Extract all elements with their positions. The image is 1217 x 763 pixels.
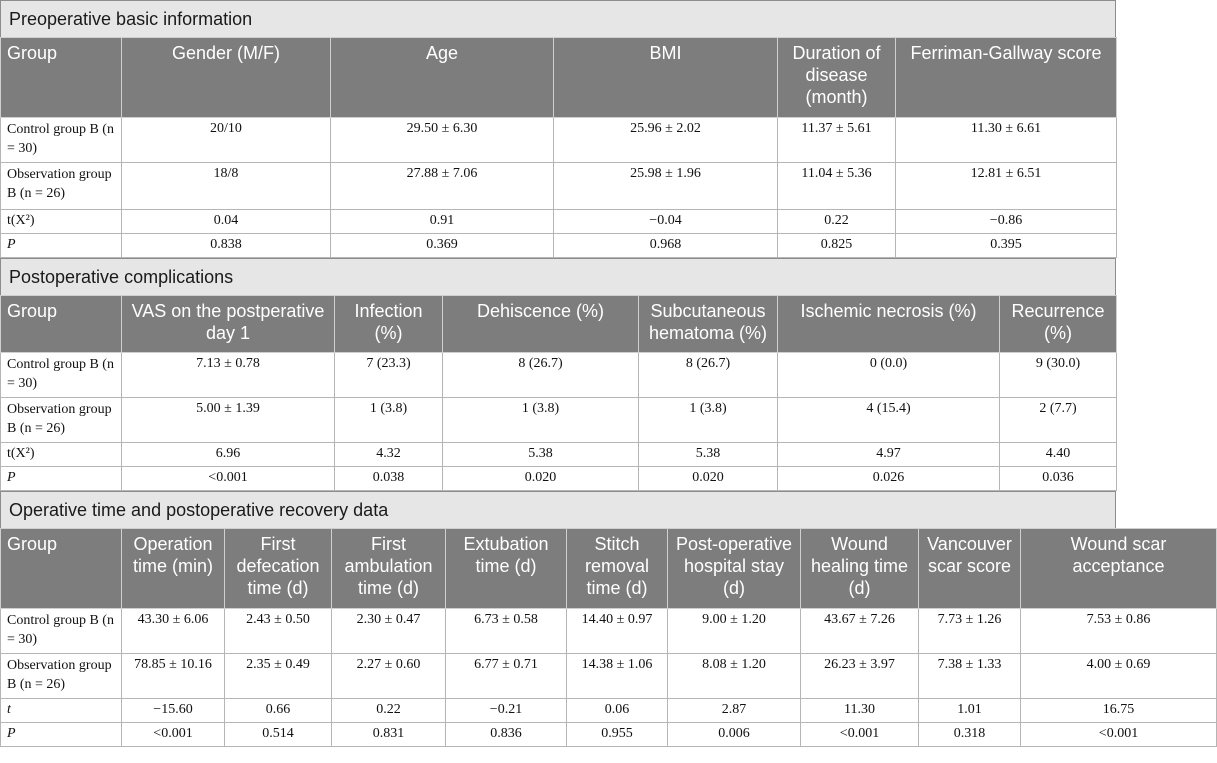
column-header: Stitch removal time (d)	[567, 529, 668, 609]
column-header: Wound scar acceptance	[1021, 529, 1217, 609]
table-cell: 4.32	[335, 443, 443, 467]
table-cell: 6.73 ± 0.58	[446, 609, 567, 654]
table-cell: 8.08 ± 1.20	[668, 654, 801, 699]
table-cell: 4.40	[1000, 443, 1117, 467]
table-cell: 0.514	[225, 723, 332, 747]
table-cell: 5.00 ± 1.39	[122, 398, 335, 443]
group-cell: Control group B (n = 30)	[1, 609, 122, 654]
group-cell: Observation group B (n = 26)	[1, 163, 122, 210]
recovery-table	[0, 528, 1217, 747]
table-cell: 0.04	[122, 210, 331, 234]
column-header: Wound healing time (d)	[801, 529, 919, 609]
table-row	[1, 163, 1117, 210]
table-cell: 0.838	[122, 234, 331, 258]
column-header: Vancouver scar score	[919, 529, 1021, 609]
table-cell: 2 (7.7)	[1000, 398, 1117, 443]
group-cell: Control group B (n = 30)	[1, 118, 122, 163]
column-header: Subcutaneous hematoma (%)	[639, 296, 778, 353]
table-cell: 0.020	[639, 467, 778, 491]
table-cell: 2.35 ± 0.49	[225, 654, 332, 699]
table-cell: 16.75	[1021, 699, 1217, 723]
section-preoperative	[0, 0, 1116, 258]
table-row	[1, 699, 1217, 723]
table-cell: 11.30 ± 6.61	[896, 118, 1117, 163]
table-row	[1, 353, 1117, 398]
table-cell: 78.85 ± 10.16	[122, 654, 225, 699]
table-cell: 43.67 ± 7.26	[801, 609, 919, 654]
table-cell: 0.395	[896, 234, 1117, 258]
preoperative-table	[0, 37, 1117, 258]
group-cell: t(X²)	[1, 443, 122, 467]
table-cell: 26.23 ± 3.97	[801, 654, 919, 699]
column-header: Recurrence (%)	[1000, 296, 1117, 353]
table-cell: 8 (26.7)	[639, 353, 778, 398]
header-row	[1, 529, 1217, 609]
table-cell: <0.001	[122, 723, 225, 747]
table-cell: 7 (23.3)	[335, 353, 443, 398]
table-cell: 11.30	[801, 699, 919, 723]
group-cell: t	[1, 699, 122, 723]
table-cell: 0 (0.0)	[778, 353, 1000, 398]
table-cell: 0.318	[919, 723, 1021, 747]
table-cell: 0.836	[446, 723, 567, 747]
table-cell: 7.53 ± 0.86	[1021, 609, 1217, 654]
table-cell: 4.97	[778, 443, 1000, 467]
table-cell: 14.38 ± 1.06	[567, 654, 668, 699]
table-cell: 2.30 ± 0.47	[332, 609, 446, 654]
column-header: Ferriman-Gallway score	[896, 38, 1117, 118]
table-cell: 12.81 ± 6.51	[896, 163, 1117, 210]
table-cell: 5.38	[443, 443, 639, 467]
header-row	[1, 38, 1117, 118]
table-cell: 25.96 ± 2.02	[554, 118, 778, 163]
table-cell: 4 (15.4)	[778, 398, 1000, 443]
section-title: Preoperative basic information	[0, 0, 1116, 37]
column-header: Group	[1, 296, 122, 353]
table-row	[1, 118, 1117, 163]
table-row	[1, 723, 1217, 747]
table-cell: 1 (3.8)	[443, 398, 639, 443]
section-complications	[0, 258, 1116, 491]
table-cell: 8 (26.7)	[443, 353, 639, 398]
table-cell: 1.01	[919, 699, 1021, 723]
table-cell: 0.22	[778, 210, 896, 234]
table-cell: 0.955	[567, 723, 668, 747]
table-cell: −0.86	[896, 210, 1117, 234]
table-cell: 0.006	[668, 723, 801, 747]
table-cell: 0.968	[554, 234, 778, 258]
table-cell: 7.13 ± 0.78	[122, 353, 335, 398]
table-cell: −0.21	[446, 699, 567, 723]
group-cell: Observation group B (n = 26)	[1, 654, 122, 699]
group-cell: t(X²)	[1, 210, 122, 234]
table-cell: 0.91	[331, 210, 554, 234]
column-header: Extubation time (d)	[446, 529, 567, 609]
table-cell: 18/8	[122, 163, 331, 210]
table-cell: 2.87	[668, 699, 801, 723]
table-cell: 0.036	[1000, 467, 1117, 491]
table-cell: 2.43 ± 0.50	[225, 609, 332, 654]
column-header: First defecation time (d)	[225, 529, 332, 609]
column-header: Group	[1, 38, 122, 118]
table-cell: 5.38	[639, 443, 778, 467]
table-cell: −0.04	[554, 210, 778, 234]
table-cell: <0.001	[801, 723, 919, 747]
column-header: BMI	[554, 38, 778, 118]
table-cell: 0.22	[332, 699, 446, 723]
column-header: Gender (M/F)	[122, 38, 331, 118]
header-row	[1, 296, 1117, 353]
table-cell: 9 (30.0)	[1000, 353, 1117, 398]
column-header: Infection (%)	[335, 296, 443, 353]
column-header: Age	[331, 38, 554, 118]
table-cell: 0.038	[335, 467, 443, 491]
table-cell: 43.30 ± 6.06	[122, 609, 225, 654]
table-row	[1, 609, 1217, 654]
table-row	[1, 398, 1117, 443]
group-cell: Control group B (n = 30)	[1, 353, 122, 398]
group-cell: P	[1, 234, 122, 258]
column-header: Dehiscence (%)	[443, 296, 639, 353]
table-cell: 1 (3.8)	[639, 398, 778, 443]
table-row	[1, 467, 1117, 491]
table-row	[1, 443, 1117, 467]
column-header: First ambulation time (d)	[332, 529, 446, 609]
column-header: Operation time (min)	[122, 529, 225, 609]
table-row	[1, 234, 1117, 258]
section-title: Operative time and postoperative recovery data	[0, 491, 1116, 528]
table-cell: 9.00 ± 1.20	[668, 609, 801, 654]
table-cell: 20/10	[122, 118, 331, 163]
column-header: Group	[1, 529, 122, 609]
table-cell: 4.00 ± 0.69	[1021, 654, 1217, 699]
table-cell: 2.27 ± 0.60	[332, 654, 446, 699]
column-header: VAS on the postperative day 1	[122, 296, 335, 353]
table-cell: 0.66	[225, 699, 332, 723]
column-header: Post-operative hospital stay (d)	[668, 529, 801, 609]
table-row	[1, 210, 1117, 234]
complications-table	[0, 295, 1117, 491]
table-cell: 6.96	[122, 443, 335, 467]
table-cell: 7.38 ± 1.33	[919, 654, 1021, 699]
table-cell: <0.001	[1021, 723, 1217, 747]
table-cell: 0.831	[332, 723, 446, 747]
group-cell: Observation group B (n = 26)	[1, 398, 122, 443]
table-cell: 0.020	[443, 467, 639, 491]
table-cell: 14.40 ± 0.97	[567, 609, 668, 654]
table-cell: 25.98 ± 1.96	[554, 163, 778, 210]
section-title: Postoperative complications	[0, 258, 1116, 295]
group-cell: P	[1, 467, 122, 491]
table-cell: <0.001	[122, 467, 335, 491]
column-header: Duration of disease (month)	[778, 38, 896, 118]
table-cell: 29.50 ± 6.30	[331, 118, 554, 163]
table-cell: 0.026	[778, 467, 1000, 491]
table-cell: 6.77 ± 0.71	[446, 654, 567, 699]
table-cell: 0.825	[778, 234, 896, 258]
table-cell: 0.369	[331, 234, 554, 258]
table-row	[1, 654, 1217, 699]
section-recovery	[0, 491, 1167, 747]
group-cell: P	[1, 723, 122, 747]
table-cell: 11.04 ± 5.36	[778, 163, 896, 210]
table-cell: −15.60	[122, 699, 225, 723]
column-header: Ischemic necrosis (%)	[778, 296, 1000, 353]
table-cell: 1 (3.8)	[335, 398, 443, 443]
table-cell: 0.06	[567, 699, 668, 723]
table-cell: 11.37 ± 5.61	[778, 118, 896, 163]
table-cell: 27.88 ± 7.06	[331, 163, 554, 210]
table-cell: 7.73 ± 1.26	[919, 609, 1021, 654]
